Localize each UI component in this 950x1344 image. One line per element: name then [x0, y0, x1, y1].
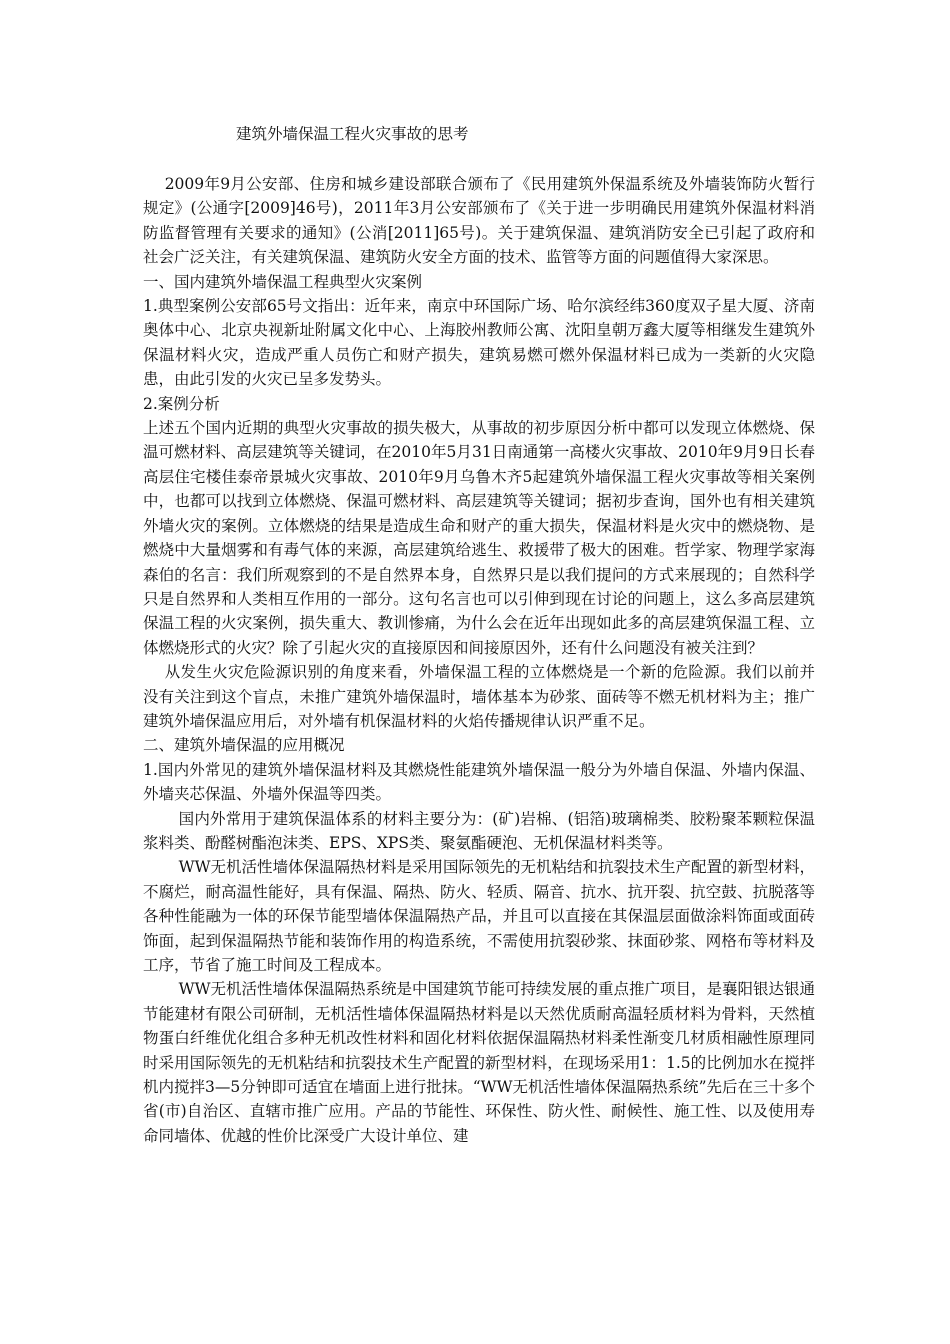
paragraph-intro: 2009年9月公安部、住房和城乡建设部联合颁布了《民用建筑外保温系统及外墙装饰防火暂行规定》(公通字[2009]46号)，2011年3月公安部颁布了《关于进一步明确民用建筑外保温材料消防监督管理有关要求的通知》(公消[2011]65号)。关于建筑保温、建筑消防安全已引起了政府和社会广泛关注，有关建筑保温、建筑防火安全方面的技术、监管等方面的问题值得大家深思。 [143, 175, 815, 267]
paragraph-insulation-types: 1.国内外常见的建筑外墙保温材料及其燃烧性能建筑外墙保温一般分为外墙自保温、外墙内保温、外墙夹芯保温、外墙外保温等四类。 [143, 760, 815, 804]
document-body [143, 122, 815, 1148]
paragraph-ww-material: WW无机活性墙体保温隔热材料是采用国际领先的无机粘结和抗裂技术生产配置的新型材料，不腐烂，耐高温性能好，具有保温、隔热、防火、轻质、隔音、抗水、抗开裂、抗空鼓、抗脱落等各种性能融为一体的环保节能型墙体保温隔热产品，并且可以直接在其保温层面做涂料饰面或面砖饰面，起到保温隔热节能和装饰作用的构造系统，不需使用抗裂砂浆、抹面砂浆、网格布等材料及工序，节省了施工时间及工程成本。 [143, 858, 816, 974]
paragraph-hazard-identification: 从发生火灾危险源识别的角度来看，外墙保温工程的立体燃烧是一个新的危险源。我们以前并没有关注到这个盲点，未推广建筑外墙保温时，墙体基本为砂浆、面砖等不燃无机材料为主；推广建筑外墙保温应用后，对外墙有机保温材料的火焰传播规律认识严重不足。 [143, 663, 815, 730]
section-heading-1: 一、国内建筑外墙保温工程典型火灾案例 [143, 272, 423, 291]
paragraph-typical-cases: 1.典型案例公安部65号文指出：近年来，南京中环国际广场、哈尔滨经纬360度双子星大厦、济南奥体中心、北京央视新址附属文化中心、上海胶州教师公寓、沈阳皇朝万鑫大厦等相继发生建筑外保温材料火灾，造成严重人员伤亡和财产损失，建筑易燃可燃外保温材料已成为一类新的火灾隐患，由此引发的火灾已呈多发势头。 [143, 297, 815, 389]
paragraph-case-analysis: 上述五个国内近期的典型火灾事故的损失极大，从事故的初步原因分析中都可以发现立体燃烧、保温可燃材料、高层建筑等关键词，在2010年5月31日南通第一高楼火灾事故、2010年9月9日长春高层住宅楼佳泰帝景城火灾事故、2010年9月乌鲁木齐5起建筑外墙保温工程火灾事故等相关案例中，也都可以找到立体燃烧、保温可燃材料、高层建筑等关键词；据初步查询，国外也有相关建筑外墙火灾的案例。立体燃烧的结果是造成生命和财产的重大损失，保温材料是火灾中的燃烧物、是燃烧中大量烟雾和有毒气体的来源，高层建筑给逃生、救援带了极大的困难。哲学家、物理学家海森伯的名言：我们所观察到的不是自然界本身，自然界只是以我们提问的方式来展现的；自然科学只是自然界和人类相互作用的一部分。这句名言也可以引伸到现在讨论的问题上，这么多高层建筑保温工程的火灾案例，损失重大、教训惨痛，为什么会在近年出现如此多的高层建筑保温工程、立体燃烧形式的火灾？除了引起火灾的直接原因和间接原因外，还有什么问题没有被关注到？ [143, 419, 815, 657]
section-heading-2: 二、建筑外墙保温的应用概况 [143, 736, 345, 755]
document-title: 建筑外墙保温工程火灾事故的思考 [236, 125, 469, 143]
paragraph-common-materials: 国内外常用于建筑保温体系的材料主要分为：(矿)岩棉、(铝箔)玻璃棉类、胶粉聚苯颗粒保温浆料类、酚醛树酯泡沫类、EPS、XPS类、聚氨酯硬泡、无机保温材料类等。 [143, 809, 815, 852]
paragraph-ww-system: WW无机活性墙体保温隔热系统是中国建筑节能可持续发展的重点推广项目，是襄阳银达银通节能建材有限公司研制，无机活性墙体保温隔热材料是以天然优质耐高温轻质材料为骨料，天然植物蛋白纤维优化组合多种无机改性材料和固化材料依据保温隔热材料柔性渐变几材质相融性原理同时采用国际领先的无机粘结和抗裂技术生产配置的新型材料，在现场采用1：1.5的比例加水在搅拌机内搅拌3—5分钟即可适宜在墙面上进行批抹。“WW无机活性墙体保温隔热系统”先后在三十多个省(市)自治区、直辖市推广应用。产品的节能性、环保性、防火性、耐候性、施工性、以及使用寿命同墙体、优越的性价比深受广大设计单位、建 [143, 980, 816, 1145]
subheading-case-analysis: 2.案例分析 [143, 394, 220, 413]
